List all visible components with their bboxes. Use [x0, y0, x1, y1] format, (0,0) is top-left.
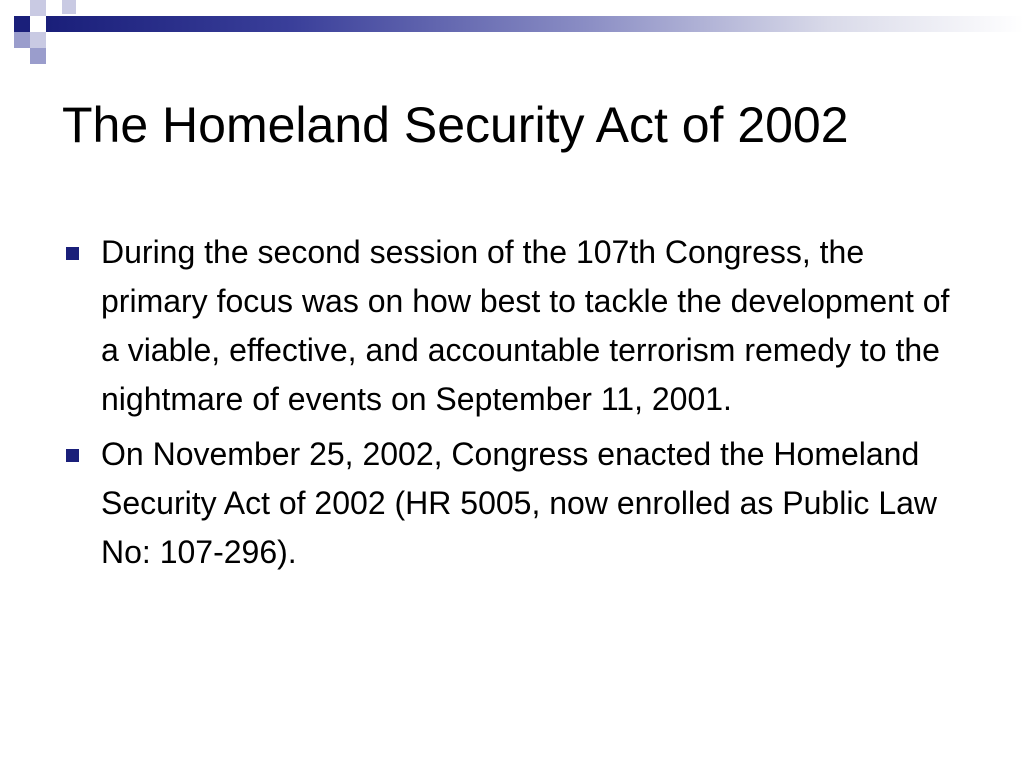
decorative-squares	[0, 0, 80, 70]
square-bullet-icon	[66, 247, 79, 260]
deco-square-mid	[14, 32, 30, 48]
bullet-text: During the second session of the 107th Congress, the primary focus was on how best to tackle the development of a viable, effective, and accountable terrorism remedy to the nightmare of events on September 11, 2001.	[101, 234, 950, 417]
slide-title: The Homeland Security Act of 2002	[62, 97, 849, 153]
deco-square-dark	[14, 16, 30, 32]
bullet-text: On November 25, 2002, Congress enacted the Homeland Security Act of 2002 (HR 5005, now enrolled as Public Law No: 107-296).	[101, 436, 938, 570]
bullet-list	[64, 228, 974, 583]
list-item	[64, 228, 974, 424]
deco-square-light	[30, 32, 46, 48]
decorative-gradient-bar	[48, 16, 1024, 32]
list-item	[64, 430, 974, 577]
deco-square-mid	[30, 48, 46, 64]
deco-square-light	[30, 0, 46, 16]
square-bullet-icon	[66, 449, 79, 462]
deco-square-light	[62, 0, 76, 14]
